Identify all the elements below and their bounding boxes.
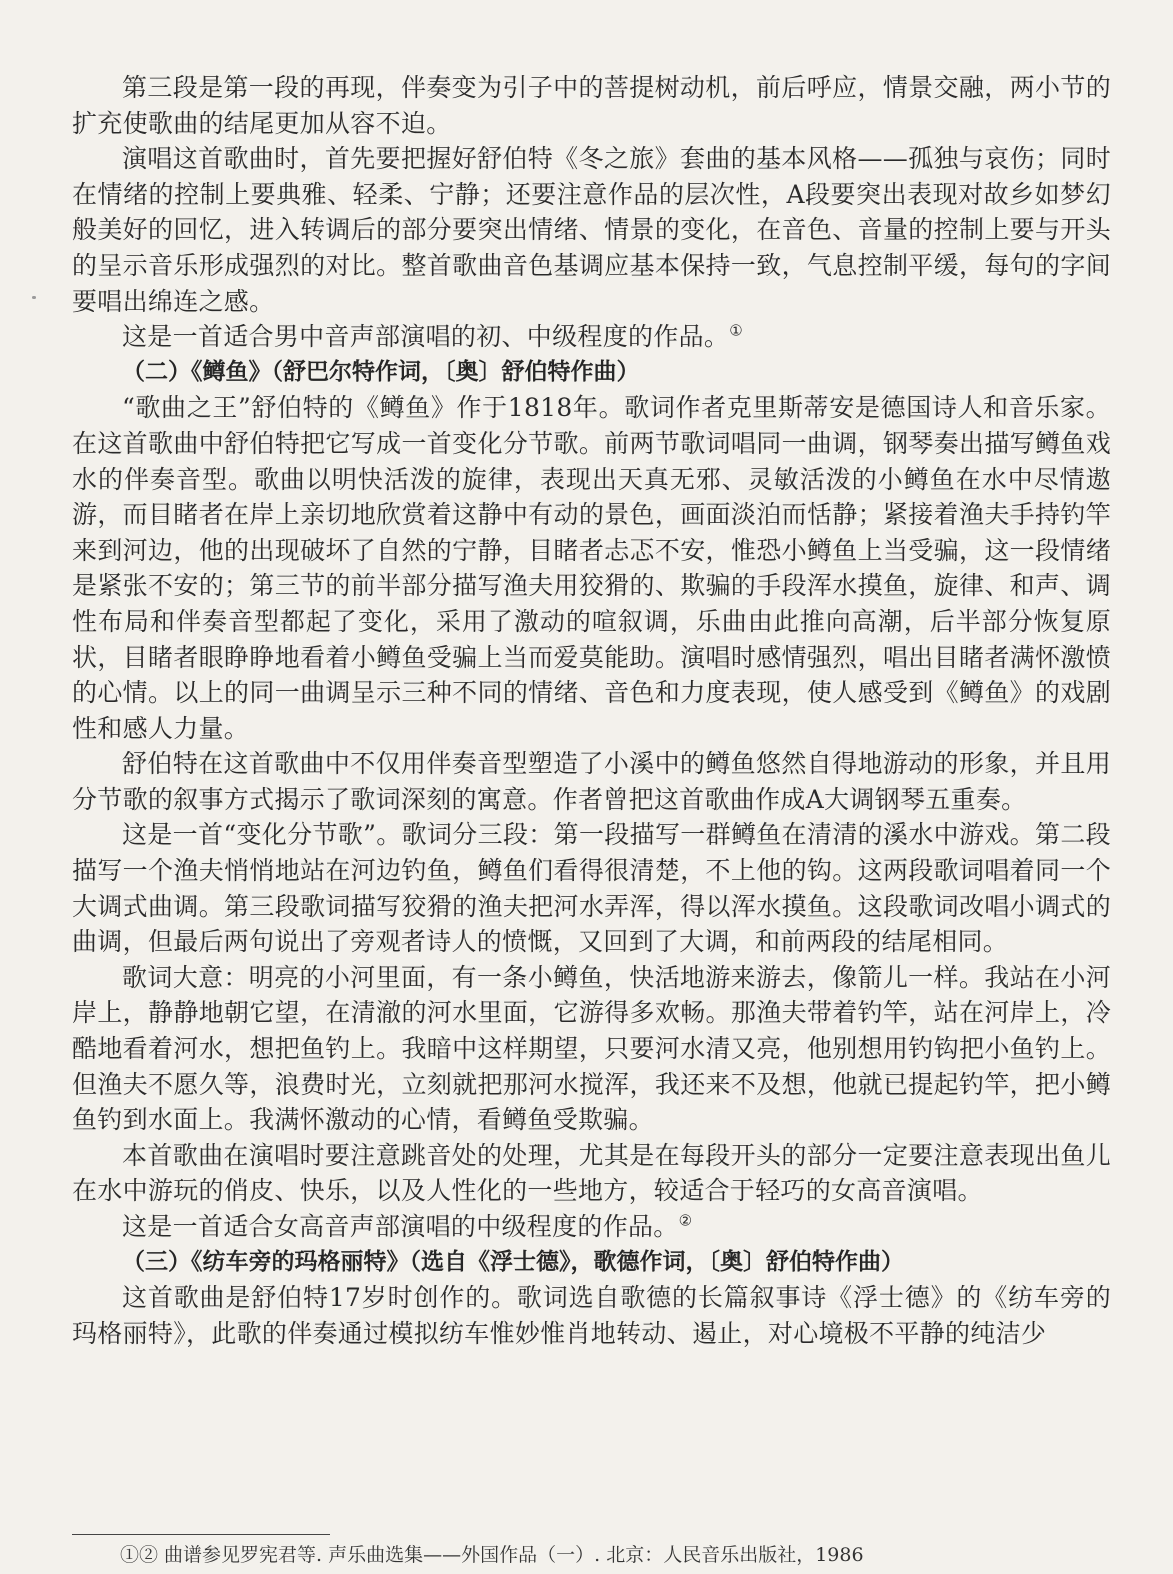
paragraph-third-section: 第三段是第一段的再现，伴奏变为引子中的菩提树动机，前后呼应，情景交融，两小节的扩充使歌曲的结尾更加从容不迫。 bbox=[72, 73, 1111, 138]
footnote-ref-1: ① bbox=[729, 321, 743, 340]
paragraph-text: 这是一首适合男中音声部演唱的初、中级程度的作品。 bbox=[122, 322, 730, 352]
paragraph-level-baritone bbox=[72, 319, 1111, 355]
paragraph-gretchen-intro: 这首歌曲是舒伯特17岁时创作的。歌词选自歌德的长篇叙事诗《浮士德》的《纺车旁的玛格丽特》，此歌的伴奏通过模拟纺车惟妙惟肖地转动、遏止，对心境极不平静的纯洁少 bbox=[72, 1283, 1111, 1348]
paragraph-performance-notes-winterreise: 演唱这首歌曲时，首先要把握好舒伯特《冬之旅》套曲的基本风格——孤独与哀伤；同时在情绪的控制上要典雅、轻柔、宁静；还要注意作品的层次性，A段要突出表现对故乡如梦幻般美好的回忆，进入转调后的部分要突出情绪、情景的变化，在音色、音量的控制上要与开头的呈示音乐形成强烈的对比。整首歌曲音色基调应基本保持一致，气息控制平缓，每句的字间要唱出绵连之感。 bbox=[72, 144, 1111, 316]
paragraph-trout-performance: 本首歌曲在演唱时要注意跳音处的处理，尤其是在每段开头的部分一定要注意表现出鱼儿在水中游玩的俏皮、快乐，以及人性化的一些地方，较适合于轻巧的女高音演唱。 bbox=[72, 1140, 1111, 1206]
paragraph-trout-lyrics: 歌词大意：明亮的小河里面，有一条小鳟鱼，快活地游来游去，像箭儿一样。我站在小河岸上，静静地朝它望，在清澈的河水里面，它游得多欢畅。那渔夫带着钓竿，站在河岸上，冷酷地看着河水，想把鱼钓上。我暗中这样期望，只要河水清又亮，他别想用钓钩把小鱼钓上。但渔夫不愿久等，浪费时光，立刻就把那河水搅浑，我还来不及想，他就已提起钓竿，把小鳟鱼钓到水面上。我满怀激动的心情，看鳟鱼受欺骗。 bbox=[72, 962, 1111, 1135]
paragraph-trout-strophic: 这是一首“变化分节歌”。歌词分三段：第一段描写一群鳟鱼在清清的溪水中游戏。第二段描写一个渔夫悄悄地站在河边钓鱼，鳟鱼们看得很清楚，不上他的钩。这两段歌词唱着同一个大调式曲调。第三段歌词描写狡猾的渔夫把河水弄浑，得以浑水摸鱼。这段歌词改唱小调式的曲调，但最后两句说出了旁观者诗人的愤慨，又回到了大调，和前两段的结尾相同。 bbox=[72, 820, 1111, 957]
paragraph-text: 这是一首适合女高音声部演唱的中级程度的作品。 bbox=[122, 1212, 679, 1241]
section-heading-gretchen: （三）《纺车旁的玛格丽特》（选自《浮士德》，歌德作词，〔奥〕舒伯特作曲） bbox=[122, 1248, 904, 1275]
paragraph-level-soprano bbox=[72, 1209, 1111, 1245]
footnote-ref-2: ② bbox=[678, 1211, 693, 1230]
scan-speck bbox=[32, 296, 36, 299]
footnote-divider bbox=[72, 1534, 330, 1535]
paragraph-trout-intro: “歌曲之王”舒伯特的《鳟鱼》作于1818年。歌词作者克里斯蒂安是德国诗人和音乐家。在这首歌曲中舒伯特把它写成一首变化分节歌。前两节歌词唱同一曲调，钢琴奏出描写鳟鱼戏水的伴奏音型。歌曲以明快活泼的旋律，表现出天真无邪、灵敏活泼的小鳟鱼在水中尽情遨游，而目睹者在岸上亲切地欣赏着这静中有动的景色，画面淡泊而恬静；紧接着渔夫手持钓竿来到河边，他的出现破坏了自然的宁静，目睹者忐忑不安，惟恐小鳟鱼上当受骗，这一段情绪是紧张不安的；第三节的前半部分描写渔夫用狡猾的、欺骗的手段浑水摸鱼，旋律、和声、调性布局和伴奏音型都起了变化，采用了激动的喧叙调，乐曲由此推向高潮，后半部分恢复原状，目睹者眼睁睁地看着小鳟鱼受骗上当而爱莫能助。演唱时感情强烈，唱出目睹者满怀激愤的心情。以上的同一曲调呈示三种不同的情绪、音色和力度表现，使人感受到《鳟鱼》的戏剧性和感人力量。 bbox=[72, 393, 1111, 743]
footnote: ①② 曲谱参见罗宪君等. 声乐曲选集——外国作品（一）. 北京：人民音乐出版社，1986 bbox=[120, 1544, 864, 1566]
section-heading-trout: （二）《鳟鱼》（舒巴尔特作词，〔奥〕舒伯特作曲） bbox=[122, 358, 640, 385]
paragraph-trout-accompaniment: 舒伯特在这首歌曲中不仅用伴奏音型塑造了小溪中的鳟鱼悠然自得地游动的形象，并且用分节歌的叙事方式揭示了歌词深刻的寓意。作者曾把这首歌曲作成A大调钢琴五重奏。 bbox=[72, 749, 1111, 814]
